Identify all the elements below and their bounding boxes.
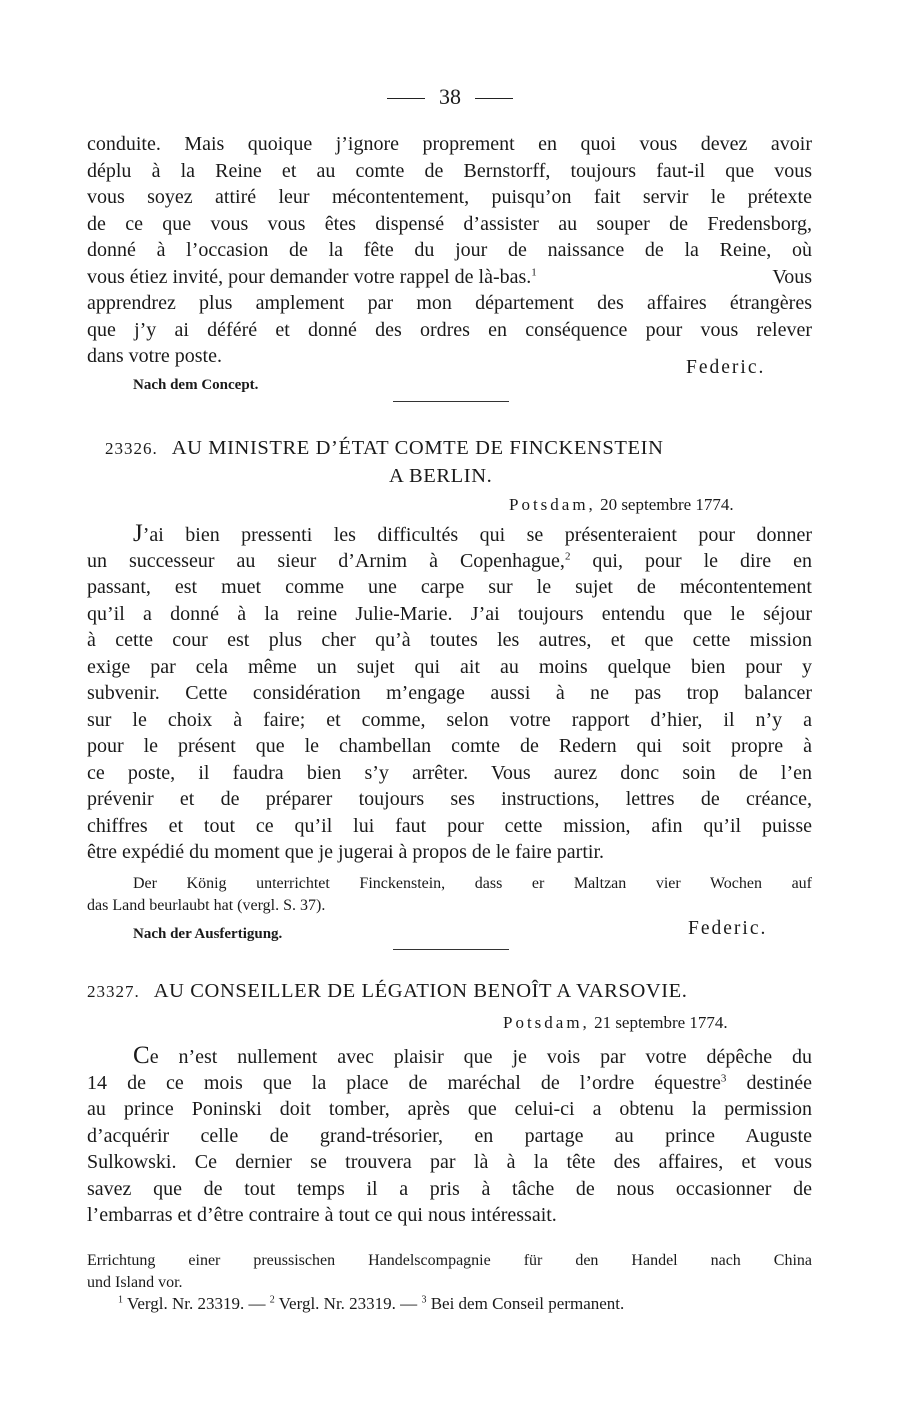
footnote-ref: 3: [720, 1071, 727, 1084]
section-divider: [393, 401, 509, 402]
text-line: que j’y ai déféré et donné des ordres en conséquence pour vous relever: [87, 318, 812, 341]
text-line: apprendrez plus amplement par mon département des affaires étrangères: [87, 292, 812, 314]
text-line: sur le choix à faire; et comme, selon votre rapport d’hier, il n’y a: [87, 708, 812, 731]
section-b-body: [87, 521, 812, 866]
remark-line: Errichtung einer preussischen Handelscompagnie für den Handel nach China: [87, 1252, 812, 1269]
text-line: dans votre poste.: [87, 345, 222, 367]
text-line: Ce n’est nullement avec plaisir que je vois par votre dépêche du: [133, 1042, 812, 1069]
text-line: conduite. Mais quoique j’ignore proprement en quoi vous devez avoir: [87, 133, 812, 155]
letter-heading-line2: A BERLIN.: [389, 465, 493, 487]
text-line: au prince Poninski doit tomber, après que celui-ci a obtenu la permission: [87, 1098, 812, 1120]
text-line: ce poste, il faudra bien s’y arrêter. Vous aurez donc soin de l’en: [87, 761, 812, 784]
footnotes: $^1$ Vergl. Nr. 23319. — $^2$ Vergl. Nr. 23319. — $^3$ Bei dem Conseil permanent.: [118, 1294, 625, 1313]
remark-line: Der König unterrichtet Finckenstein, dass er Maltzan vier Wochen auf: [133, 875, 812, 892]
source-note: Nach der Ausfertigung.: [133, 926, 283, 942]
text-line: être expédié du moment que je jugerai à propos de le faire partir.: [87, 841, 605, 863]
section-a-body: [87, 131, 812, 370]
footnote-ref: 1: [531, 265, 537, 278]
text-line: 14 de ce mois que la place de maréchal de l’ordre équestre$^3$ destinée: [87, 1071, 813, 1094]
text-line: passant, est muet comme une carpe sur le sujet de mécontentement: [87, 576, 812, 598]
text-line: à cette cour est plus cher qu’à toutes les autres, et que cette mission: [87, 629, 812, 651]
letter-heading: 23327. AU CONSEILLER DE LÉGATION BENOÎT A VARSOVIE.: [87, 980, 688, 1002]
text-line: prévenir et de préparer toujours ses instructions, lettres de créance,: [87, 788, 812, 810]
letter-date: Potsdam, 21 septembre 1774.: [503, 1013, 728, 1032]
remark-line: das Land beurlaubt hat (vergl. S. 37).: [87, 897, 326, 914]
text-line: J’ai bien pressenti les difficultés qui se présenteraient pour donner: [133, 520, 812, 547]
text-line: savez que de tout temps il a pris à tâche de nous occasionner de: [87, 1177, 812, 1200]
signature: Federic.: [688, 918, 768, 939]
section-c-body: [87, 1043, 812, 1229]
source-note: Nach dem Concept.: [133, 377, 259, 393]
page-number-dash-left: [387, 98, 425, 99]
letter-number: 23326.: [105, 439, 158, 458]
footnote-ref: 2: [564, 549, 571, 562]
section-c-remark: [87, 1250, 812, 1294]
text-line: vous soyez attiré leur mécontentement, puisqu’on fait servir le prétexte: [87, 186, 812, 208]
text-line: un successeur au sieur d’Arnim à Copenhague,$^2$ qui, pour le dire en: [87, 549, 813, 572]
page-number: 38: [0, 84, 900, 110]
initial-letter: C: [133, 1042, 150, 1069]
section-b-remark: [87, 873, 812, 917]
text-line: donné à l’occasion de la fête du jour de naissance de la Reine, où: [87, 239, 812, 261]
letter-date: Potsdam, 20 septembre 1774.: [509, 495, 734, 514]
text-line: Sulkowski. Ce dernier se trouvera par là à la tête des affaires, et vous: [87, 1151, 812, 1173]
text-line: d’acquérir celle de grand-trésorier, en partage au prince Auguste: [87, 1124, 812, 1147]
remark-line: und Island vor.: [87, 1274, 183, 1291]
signature: Federic.: [686, 357, 766, 378]
letter-heading: 23326. AU MINISTRE D’ÉTAT COMTE DE FINCKENSTEIN: [105, 437, 664, 459]
initial-letter: J: [133, 520, 143, 547]
text-line: chiffres et tout ce qu’il lui faut pour cette mission, afin qu’il puisse: [87, 814, 812, 837]
text-line: exige par cela même un sujet qui ait au moins quelque bien pour y: [87, 655, 812, 678]
text-line: qu’il a donné à la reine Julie-Marie. J’ai toujours entendu que le séjour: [87, 602, 812, 625]
text-line: subvenir. Cette considération m’engage aussi à ne pas trop balancer: [87, 682, 812, 704]
letter-number: 23327.: [87, 982, 140, 1001]
section-divider: [393, 949, 509, 950]
text-line: pour le présent que le chambellan comte de Redern qui soit propre à: [87, 735, 812, 757]
text-line: vous étiez invité, pour demander votre rappel de là-bas.$^1$ Vous: [87, 265, 812, 288]
page-number-dash-right: [475, 98, 513, 99]
text-line: de ce que vous vous êtes dispensé d’assister au souper de Fredensborg,: [87, 212, 812, 235]
text-line: l’embarras et d’être contraire à tout ce qui nous intéressait.: [87, 1204, 557, 1226]
text-line: déplu à la Reine et au comte de Bernstorff, toujours faut-il que vous: [87, 159, 812, 182]
